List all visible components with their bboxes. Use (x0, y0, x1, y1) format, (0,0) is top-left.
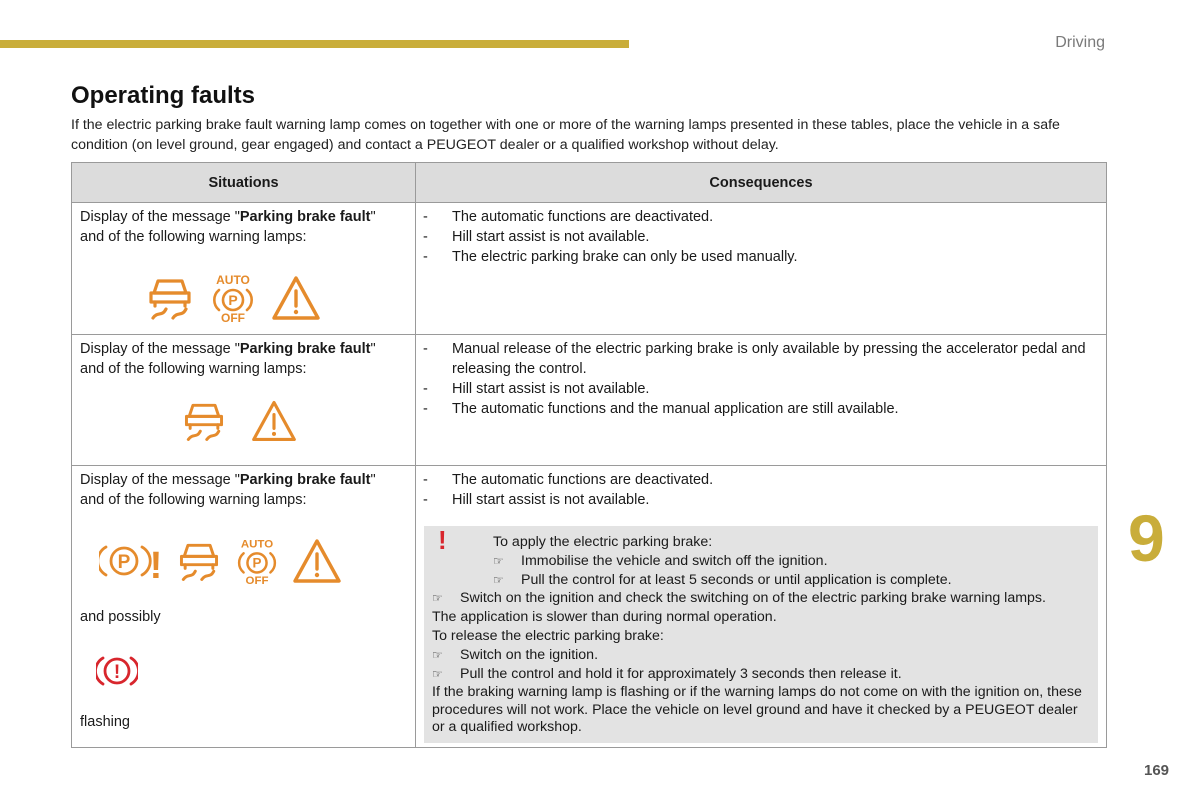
list-item: ☞ Switch on the ignition. (432, 646, 599, 663)
pointing-hand-icon: ☞ (432, 666, 443, 681)
chapter-accent-bar (0, 40, 629, 48)
off-label: OFF (221, 311, 245, 323)
p-label: P (228, 292, 238, 308)
list-item: - Hill start assist is not available. (423, 381, 650, 397)
row-divider (72, 465, 1106, 466)
esp-skid-icon (144, 273, 196, 323)
parking-brake-fault-icon (99, 539, 163, 583)
pointing-hand-icon: ☞ (432, 591, 443, 606)
note-text: The application is slower than during normal operation. (432, 609, 777, 626)
page-number: 169 (1144, 762, 1170, 779)
auto-p-off-icon (210, 273, 256, 323)
row3-icons (99, 536, 343, 586)
list-item: - The electric parking brake can only be used manually. (423, 249, 798, 265)
list-item: - Manual release of the electric parking brake is only available by pressing the accelerator pedal and releasing the control. (423, 341, 1086, 377)
procedure-note (424, 526, 1098, 743)
pointing-hand-icon: ☞ (493, 572, 504, 587)
brake-warning-red-icon (96, 652, 138, 690)
row3-situation: Display of the message "Parking brake fault" and of the following warning lamps: (80, 472, 376, 508)
row2-situation: Display of the message "Parking brake fault" and of the following warning lamps: (80, 341, 376, 377)
p-label: P (252, 555, 262, 571)
row-divider (72, 334, 1106, 335)
list-item: ☞ Immobilise the vehicle and switch off the ignition. (493, 552, 828, 569)
row2-icons (180, 397, 298, 445)
warning-triangle-icon (291, 537, 343, 585)
p-label: P (117, 552, 131, 573)
page-title: Operating faults (71, 82, 256, 109)
list-item: ☞ Pull the control for at least 5 seconds or until application is complete. (493, 571, 952, 588)
intro-paragraph: If the electric parking brake fault warning lamp comes on together with one or more of the warning lamps presented in these tables, place the vehicle in a safe condition (on level ground, gear engaged) and contact a PEUGEOT dealer or a qualified workshop without delay. (71, 117, 1060, 153)
list-item: - Hill start assist is not available. (423, 229, 650, 245)
row3-consequences (423, 470, 1103, 510)
note-final-text: If the braking warning lamp is flashing or if the warning lamps do not come on with the ignition on, these procedures will not work. Place the vehicle on level ground and have it checked by a PEUGEOT dealer or a qualified workshop. (432, 684, 1082, 736)
list-item: ☞ Pull the control and hold it for approximately 3 seconds then release it. (432, 665, 902, 682)
column-divider (415, 163, 416, 747)
list-item: - Hill start assist is not available. (423, 492, 650, 508)
table-header (72, 163, 1106, 203)
esp-skid-icon (175, 537, 223, 585)
auto-label: AUTO (216, 273, 250, 287)
list-item: - The automatic functions are deactivated. (423, 209, 714, 225)
chapter-name: Driving (1055, 34, 1105, 51)
chapter-number: 9 (1128, 501, 1165, 575)
list-item: - The automatic functions are deactivated. (423, 472, 714, 488)
row3-message: Parking brake fault (239, 472, 371, 488)
release-title: To release the electric parking brake: (432, 627, 664, 644)
header-consequences: Consequences (709, 175, 813, 191)
row2-consequences (423, 339, 1103, 419)
pointing-hand-icon: ☞ (493, 553, 504, 568)
exclamation-icon: ! (438, 525, 447, 555)
row1-consequences (423, 207, 1103, 267)
list-item: ☞ Switch on the ignition and check the switching on of the electric parking brake warning lamps. (432, 590, 1046, 607)
and-possibly-label: and possibly (80, 609, 161, 625)
flashing-label: flashing (80, 714, 130, 730)
row2-message: Parking brake fault (239, 341, 371, 357)
list-item: - The automatic functions and the manual application are still available. (423, 401, 899, 417)
auto-p-off-icon (235, 536, 279, 586)
row1-situation: Display of the message "Parking brake fault" and of the following warning lamps: (80, 209, 376, 245)
bang-label: ! (149, 545, 163, 583)
bang-label: ! (113, 662, 121, 683)
off-label: OFF (245, 574, 269, 586)
warning-triangle-icon (270, 274, 322, 322)
row1-icons (144, 273, 322, 323)
faults-table (71, 162, 1107, 748)
warning-triangle-icon (250, 398, 298, 444)
esp-skid-icon (180, 397, 228, 445)
apply-title: To apply the electric parking brake: (493, 534, 713, 550)
header-situations: Situations (208, 175, 279, 191)
row1-message: Parking brake fault (239, 209, 371, 225)
auto-label: AUTO (240, 538, 274, 551)
pointing-hand-icon: ☞ (432, 647, 443, 662)
